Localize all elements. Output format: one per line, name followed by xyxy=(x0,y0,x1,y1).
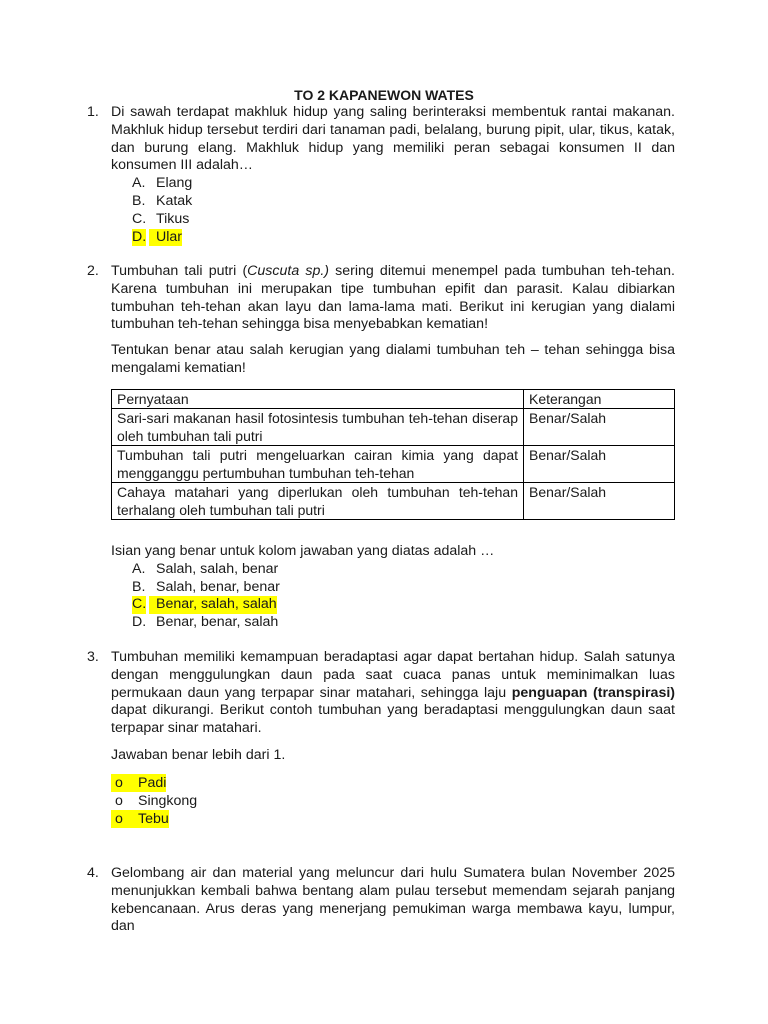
option-b[interactable]: B. Katak xyxy=(132,192,193,209)
question-3 xyxy=(87,649,675,828)
bullet-icon: o xyxy=(111,810,144,828)
table-cell: Benar/Salah xyxy=(524,409,675,446)
table-row xyxy=(112,446,675,483)
table-header: Keterangan xyxy=(524,390,675,409)
option-a[interactable]: A. Elang xyxy=(132,175,193,192)
question-text: Di sawah terdapat makhluk hidup yang saling berinteraksi membentuk rantai makanan. Makhluk hidup tersebut terdiri dari tanaman padi, belalang, burung pipit, ular, tikus, katak, dan burung elang. Makhluk hidup yang memiliki peran sebagai konsumen II dan konsumen III adalah… xyxy=(111,104,675,174)
question-note: Jawaban benar lebih dari 1. xyxy=(111,746,286,763)
question-number: 2. xyxy=(87,263,99,279)
document-title: TO 2 KAPANEWON WATES xyxy=(294,87,474,103)
option-c-highlighted[interactable]: C. Benar, salah, salah xyxy=(132,596,277,613)
option-list xyxy=(111,175,675,246)
table-cell: Benar/Salah xyxy=(524,483,675,520)
answer-prompt: Isian yang benar untuk kolom jawaban yang diatas adalah … xyxy=(111,543,495,559)
option-padi-highlighted[interactable]: o Padi xyxy=(111,774,675,792)
option-c[interactable]: C. Tikus xyxy=(132,210,190,227)
table-cell: Tumbuhan tali putri mengeluarkan cairan kimia yang dapat mengganggu pertumbuhan tumbuhan teh-tehan xyxy=(112,446,524,483)
table-row xyxy=(112,409,675,446)
question-number: 4. xyxy=(87,865,99,881)
question-number: 1. xyxy=(87,104,99,120)
bullet-icon: o xyxy=(115,792,123,809)
checkbox-option-list xyxy=(111,774,675,828)
option-b[interactable]: B. Salah, benar, benar xyxy=(132,578,280,595)
option-d-highlighted[interactable]: D. Ular xyxy=(132,228,183,245)
question-4 xyxy=(87,865,675,936)
table-header: Pernyataan xyxy=(112,390,524,409)
option-tebu-highlighted[interactable]: o Tebu xyxy=(111,810,675,828)
table-cell: Sari-sari makanan hasil fotosintesis tumbuhan teh-tehan diserap oleh tumbuhan tali putri xyxy=(112,409,524,446)
table-cell: Benar/Salah xyxy=(524,446,675,483)
question-text: Tumbuhan tali putri (Cuscuta sp.) sering ditemui menempel pada tumbuhan teh-tehan. Karena tumbuhan ini merupakan tipe tumbuhan epifit dan parasit. Kalau dibiarkan tumbuhan teh-tehan akan layu dan lama-lama mati. Berikut ini kerugian yang dialami tumbuhan teh-tehan sehingga bisa menyebabkan kematian! xyxy=(111,263,676,333)
table-cell: Cahaya matahari yang diperlukan oleh tumbuhan teh-tehan terhalang oleh tumbuhan tali putri xyxy=(112,483,524,520)
question-text: Gelombang air dan material yang meluncur dari hulu Sumatera bulan November 2025 menunjukkan kembali bahwa bentang alam pulau tersebut memendam sejarah panjang kebencanaan. Arus deras yang menerjang pemukiman warga membawa kayu, lumpur, dan xyxy=(111,865,675,935)
option-singkong[interactable]: o Singkong xyxy=(115,792,198,809)
bullet-icon: o xyxy=(111,774,144,792)
question-number: 3. xyxy=(87,649,99,665)
question-2 xyxy=(87,263,675,378)
table-row xyxy=(112,483,675,520)
question-text: Tumbuhan memiliki kemampuan beradaptasi agar dapat bertahan hidup. Salah satunya dengan menggulungkan daun pada saat cuaca panas untuk meminimalkan luas permukaan daun yang terpapar sinar matahari, sehingga laju penguapan (transpirasi) dapat dikurangi. Berikut contoh tumbuhan yang beradaptasi menggulungkan daun saat terpapar sinar matahari. xyxy=(111,649,676,737)
table-header-row xyxy=(112,390,675,409)
question-instruction: Tentukan benar atau salah kerugian yang dialami tumbuhan teh – tehan sehingga bisa mengalami kematian! xyxy=(111,342,675,376)
question-1 xyxy=(87,104,675,246)
statement-table xyxy=(111,389,675,520)
option-d[interactable]: D. Benar, benar, salah xyxy=(132,614,279,631)
question-2-answers xyxy=(87,543,675,632)
option-a[interactable]: A. Salah, salah, benar xyxy=(132,560,279,577)
option-list xyxy=(111,561,675,632)
